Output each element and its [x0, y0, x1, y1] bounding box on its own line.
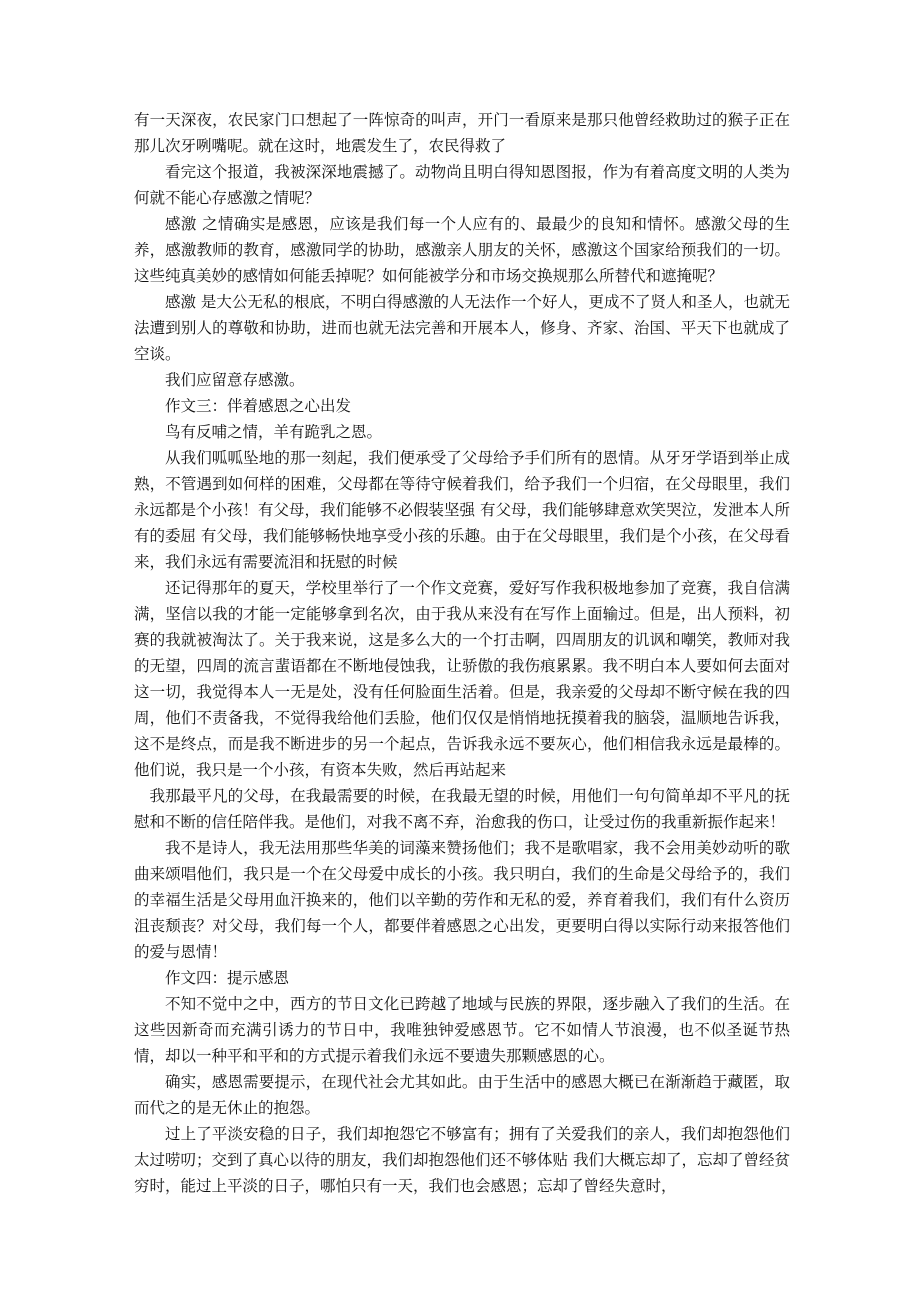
paragraph-14: 确实，感恩需要提示，在现代社会尤其如此。由于生活中的感恩大概已在渐渐趋于藏匿，取而代之的是无休止的抱怨。 — [134, 1073, 790, 1117]
paragraph-9: 还记得那年的夏天，学校里举行了一个作文竞赛，爱好写作我积极地参加了竞赛，我自信满满，坚信以我的才能一定能够拿到名次，由于我从来没有在写作上面输过。但是，出人预料，初赛的我就被淘汰了。关于我来说，这是多么大的一个打击啊，四周朋友的讥讽和嘲笑，教师对我的无望，四周的流言蜚语都在不断地侵蚀我，让骄傲的我伤痕累累。我不明白本人要如何去面对这一切，我觉得本人一无是处，没有任何脸面生活着。但是，我亲爱的父母却不断守候在我的四周，他们不责备我，不觉得我给他们丢脸，他们仅仅是悄悄地抚摸着我的脑袋，温顺地告诉我，这不是终点，而是我不断进步的另一个起点，告诉我永远不要灰心，他们相信我永远是最棒的。他们说，我只是一个小孩，有资本失败，然后再站起来 — [134, 579, 790, 779]
paragraph-5: 我们应留意存感激。 — [165, 371, 305, 389]
section-heading-essay-3: 作文三：伴着感恩之心出发 — [165, 397, 352, 415]
paragraph-11: 我不是诗人，我无法用那些华美的词藻来赞扬他们；我不是歌唱家，我不会用美妙动听的歌曲来颂唱他们，我只是一个在父母爱中成长的小孩。我只明白，我们的生命是父母给予的，我们的幸福生活是父母用血汗换来的，他们以辛勤的劳作和无私的爱，养育着我们，我们有什么资历沮丧颓丧？对父母，我们每一个人，都要伴着感恩之心出发，更要明白得以实际行动来报答他们的爱与恩情！ — [134, 839, 790, 961]
paragraph-1: 有一天深夜，农民家门口想起了一阵惊奇的叫声，开门一看原来是那只他曾经救助过的猴子正在那儿次牙咧嘴呢。就在这时，地震发生了，农民得救了 — [134, 111, 790, 155]
paragraph-8: 从我们呱呱坠地的那一刻起，我们便承受了父母给予手们所有的恩情。从牙牙学语到举止成熟，不管遇到如何样的困难，父母都在等待守候着我们，给予我们一个归宿，在父母眼里，我们永远都是个小孩！有父母，我们能够不必假装坚强 有父母，我们能够肆意欢笑哭泣，发泄本人所有的委屈 有父母，我们能够畅快地享受小孩的乐趣。由于在父母眼里，我们是个小孩，在父母看来，我们永远有需要流泪和抚慰的时候 — [134, 449, 790, 571]
paragraph-4: 感激 是大公无私的根底，不明白得感激的人无法作一个好人，更成不了贤人和圣人，也就无法遭到别人的尊敬和协助，进而也就无法完善和开展本人，修身、齐家、治国、平天下也就成了空谈。 — [134, 293, 790, 363]
paragraph-15: 过上了平淡安稳的日子，我们却抱怨它不够富有；拥有了关爱我们的亲人，我们却抱怨他们太过唠叨；交到了真心以待的朋友，我们却抱怨他们还不够体贴 我们大概忘却了，忘却了曾经贫穷时，能过上平淡的日子，哪怕只有一天，我们也会感恩；忘却了曾经失意时， — [134, 1125, 790, 1195]
paragraph-13: 不知不觉中之中，西方的节日文化已跨越了地域与民族的界限，逐步融入了我们的生活。在这些因新奇而充满引诱力的节日中，我唯独钟爱感恩节。它不如情人节浪漫，也不似圣诞节热情，却以一种平和平和的方式提示着我们永远不要遗失那颗感恩的心。 — [134, 995, 790, 1065]
section-heading-essay-4: 作文四：提示感恩 — [165, 969, 290, 987]
paragraph-3: 感激 之情确实是感恩，应该是我们每一个人应有的、最最少的良知和情怀。感激父母的生养，感激教师的教育，感激同学的协助，感激亲人朋友的关怀，感激这个国家给预我们的一切。这些纯真美妙的感情如何能丢掉呢？如何能被学分和市场交换规那么所替代和遮掩呢？ — [134, 215, 790, 285]
document-page — [134, 107, 790, 1199]
paragraph-2: 看完这个报道，我被深深地震撼了。动物尚且明白得知恩图报，作为有着高度文明的人类为何就不能心存感激之情呢？ — [134, 163, 790, 207]
paragraph-10: 我那最平凡的父母，在我最需要的时候，在我最无望的时候，用他们一句句简单却不平凡的抚慰和不断的信任陪伴我。是他们，对我不离不弃，治愈我的伤口，让受过伤的我重新振作起来！ — [134, 787, 790, 831]
paragraph-7: 鸟有反哺之情，羊有跪乳之恩。 — [165, 423, 383, 441]
